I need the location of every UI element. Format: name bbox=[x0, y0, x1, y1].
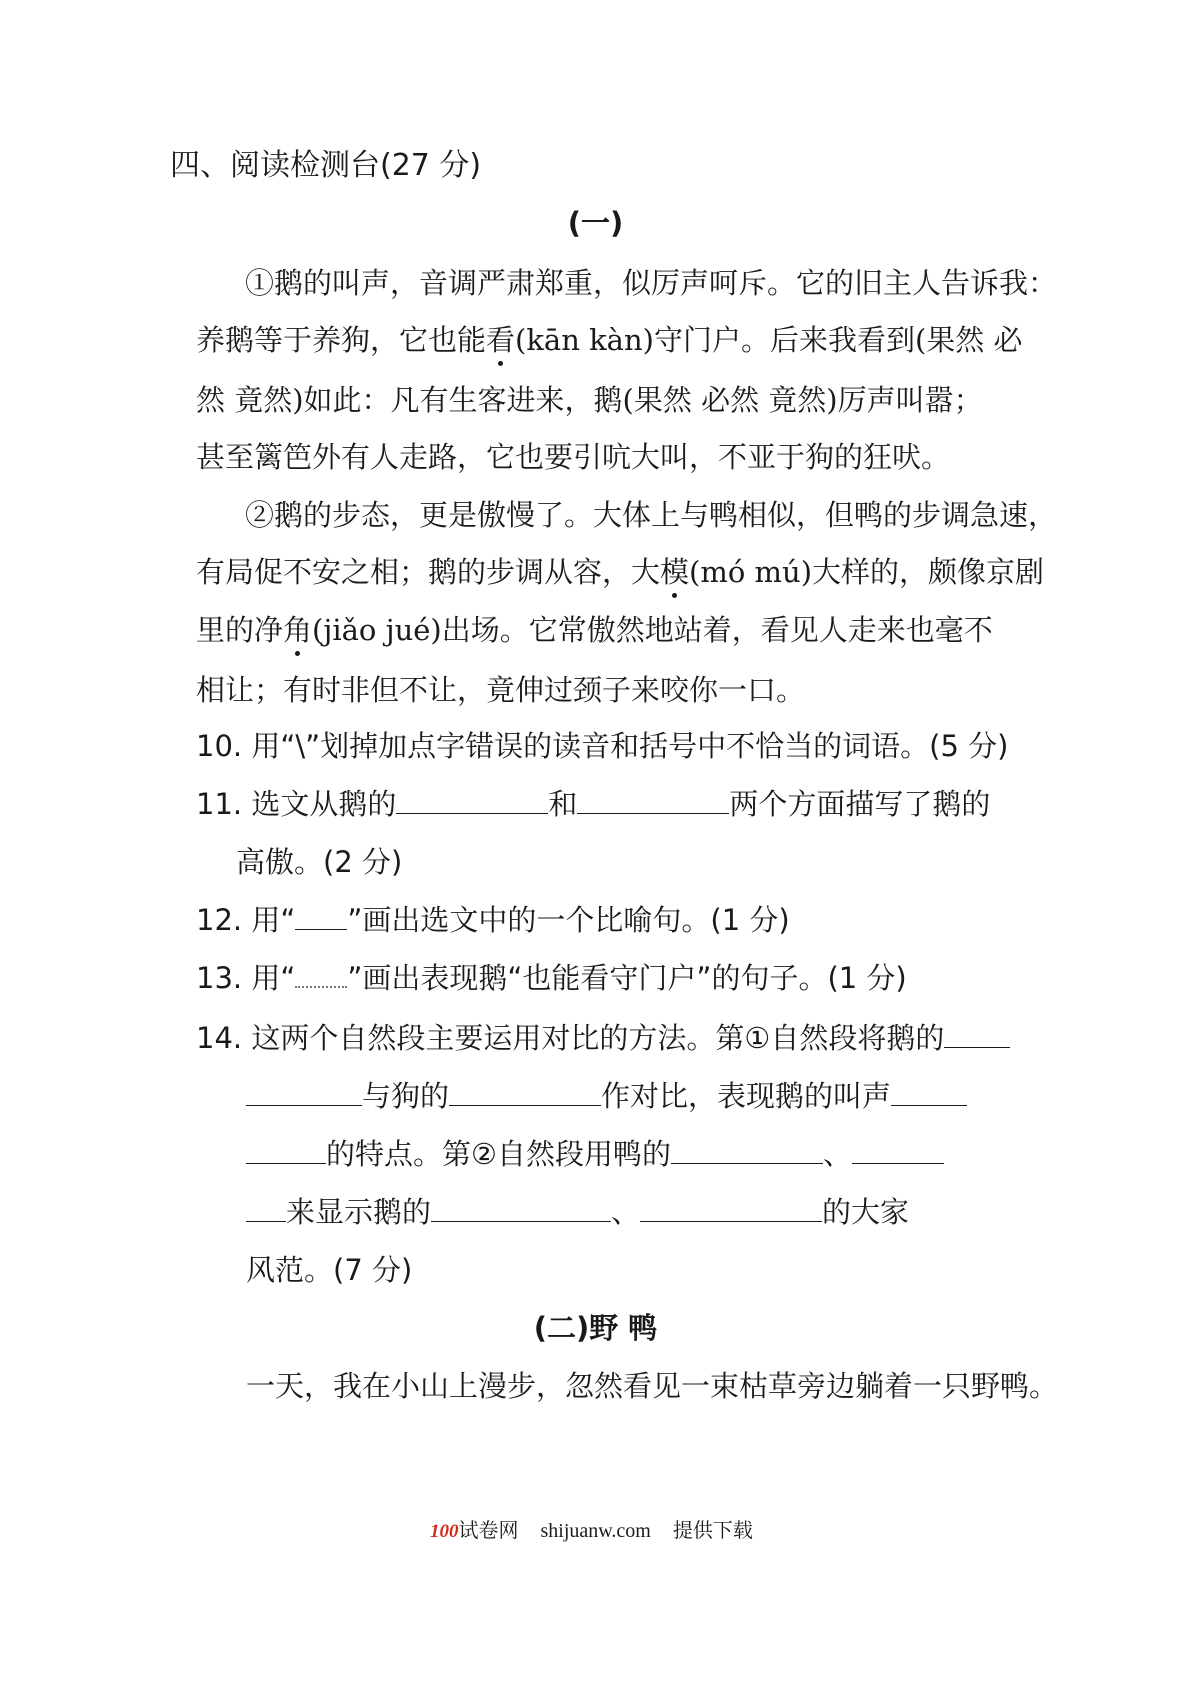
text-segment: (kān kàn)守门户。后来我看到(果然 必 bbox=[515, 323, 1023, 357]
question-11-continued: 高傲。(2 分) bbox=[236, 845, 403, 879]
answer-blank[interactable] bbox=[671, 1137, 823, 1164]
text-segment: 养鹅等于养狗，它也能 bbox=[196, 323, 487, 357]
site-name: 试卷网 bbox=[458, 1520, 519, 1542]
footer-watermark bbox=[430, 1516, 753, 1547]
passage-title: (一) bbox=[567, 206, 624, 240]
question-14-line: 风范。(7 分) bbox=[246, 1253, 413, 1287]
answer-blank[interactable] bbox=[577, 787, 729, 814]
text-segment: 作对比，表现鹅的叫声 bbox=[601, 1079, 892, 1113]
question-14 bbox=[196, 1018, 1010, 1058]
answer-blank[interactable] bbox=[449, 1079, 601, 1106]
text-segment: 的特点。第②自然段用鸭的 bbox=[326, 1137, 671, 1171]
answer-blank[interactable] bbox=[640, 1195, 822, 1222]
section-title: 四、阅读检测台(27 分) bbox=[170, 148, 482, 183]
passage-line bbox=[196, 320, 1023, 360]
text-segment: 13. 用“ bbox=[196, 961, 296, 995]
wavy-underline-sample bbox=[295, 960, 347, 988]
question-13 bbox=[196, 958, 907, 998]
text-segment: 来显示鹅的 bbox=[286, 1195, 432, 1229]
answer-blank[interactable] bbox=[246, 1079, 362, 1106]
text-segment: 14. 这两个自然段主要运用对比的方法。第①自然段将鹅的 bbox=[196, 1021, 945, 1055]
text-segment: ”画出选文中的一个比喻句。(1 分) bbox=[347, 903, 790, 937]
text-segment: 的大家 bbox=[822, 1195, 910, 1229]
answer-blank[interactable] bbox=[396, 787, 548, 814]
passage-2-title: (二)野 鸭 bbox=[533, 1311, 658, 1345]
dotted-character: 角 bbox=[283, 610, 312, 650]
question-14-line bbox=[246, 1192, 909, 1232]
dotted-character: 看 bbox=[486, 320, 515, 360]
text-segment: 和 bbox=[548, 787, 578, 821]
text-segment: 11. 选文从鹅的 bbox=[196, 787, 397, 821]
text-segment: (mó mú)大样的，颇像京剧 bbox=[689, 555, 1045, 589]
text-segment: 、 bbox=[823, 1137, 853, 1171]
answer-blank[interactable] bbox=[246, 1137, 326, 1164]
question-11 bbox=[196, 784, 990, 824]
answer-blank[interactable] bbox=[944, 1021, 1010, 1048]
passage-line: ①鹅的叫声，音调严肃郑重，似厉声呵斥。它的旧主人告诉我： bbox=[245, 266, 1058, 300]
dotted-character: 模 bbox=[660, 552, 689, 592]
answer-blank[interactable] bbox=[431, 1195, 611, 1222]
question-14-line bbox=[246, 1134, 944, 1174]
passage-line: 一天，我在小山上漫步，忽然看见一束枯草旁边躺着一只野鸭。 bbox=[246, 1369, 1059, 1403]
text-segment: 、 bbox=[611, 1195, 641, 1229]
text-segment: ”画出表现鹅“也能看守门户”的句子。(1 分) bbox=[347, 961, 907, 995]
text-segment: (jiǎo jué)出场。它常傲然地站着，看见人走来也毫不 bbox=[312, 613, 993, 647]
text-segment: 12. 用“ bbox=[196, 903, 296, 937]
passage-line: ②鹅的步态，更是傲慢了。大体上与鸭相似，但鸭的步调急速， bbox=[245, 498, 1058, 532]
passage-line bbox=[196, 552, 1044, 592]
footer-note: 提供下载 bbox=[672, 1520, 753, 1542]
text-segment: 与狗的 bbox=[362, 1079, 450, 1113]
site-logo: 100 bbox=[430, 1521, 459, 1542]
question-12 bbox=[196, 900, 790, 940]
site-url[interactable]: shijuanw.com bbox=[540, 1520, 651, 1542]
answer-blank[interactable] bbox=[891, 1079, 967, 1106]
answer-blank[interactable] bbox=[852, 1137, 944, 1164]
passage-line: 甚至篱笆外有人走路，它也要引吭大叫，不亚于狗的狂吠。 bbox=[196, 440, 951, 474]
passage-line bbox=[196, 610, 993, 650]
question-14-line bbox=[246, 1076, 967, 1116]
straight-underline-sample bbox=[295, 903, 347, 930]
answer-blank[interactable] bbox=[246, 1195, 286, 1222]
passage-line: 相让；有时非但不让，竟伸过颈子来咬你一口。 bbox=[196, 673, 806, 707]
passage-line: 然 竟然)如此：凡有生客进来，鹅(果然 必然 竟然)厉声叫嚣； bbox=[196, 383, 983, 417]
question-10: 10. 用“\”划掉加点字错误的读音和括号中不恰当的词语。(5 分) bbox=[196, 729, 1009, 763]
text-segment: 里的净 bbox=[196, 613, 284, 647]
text-segment: 两个方面描写了鹅的 bbox=[729, 787, 991, 821]
text-segment: 有局促不安之相；鹅的步调从容，大 bbox=[196, 555, 661, 589]
